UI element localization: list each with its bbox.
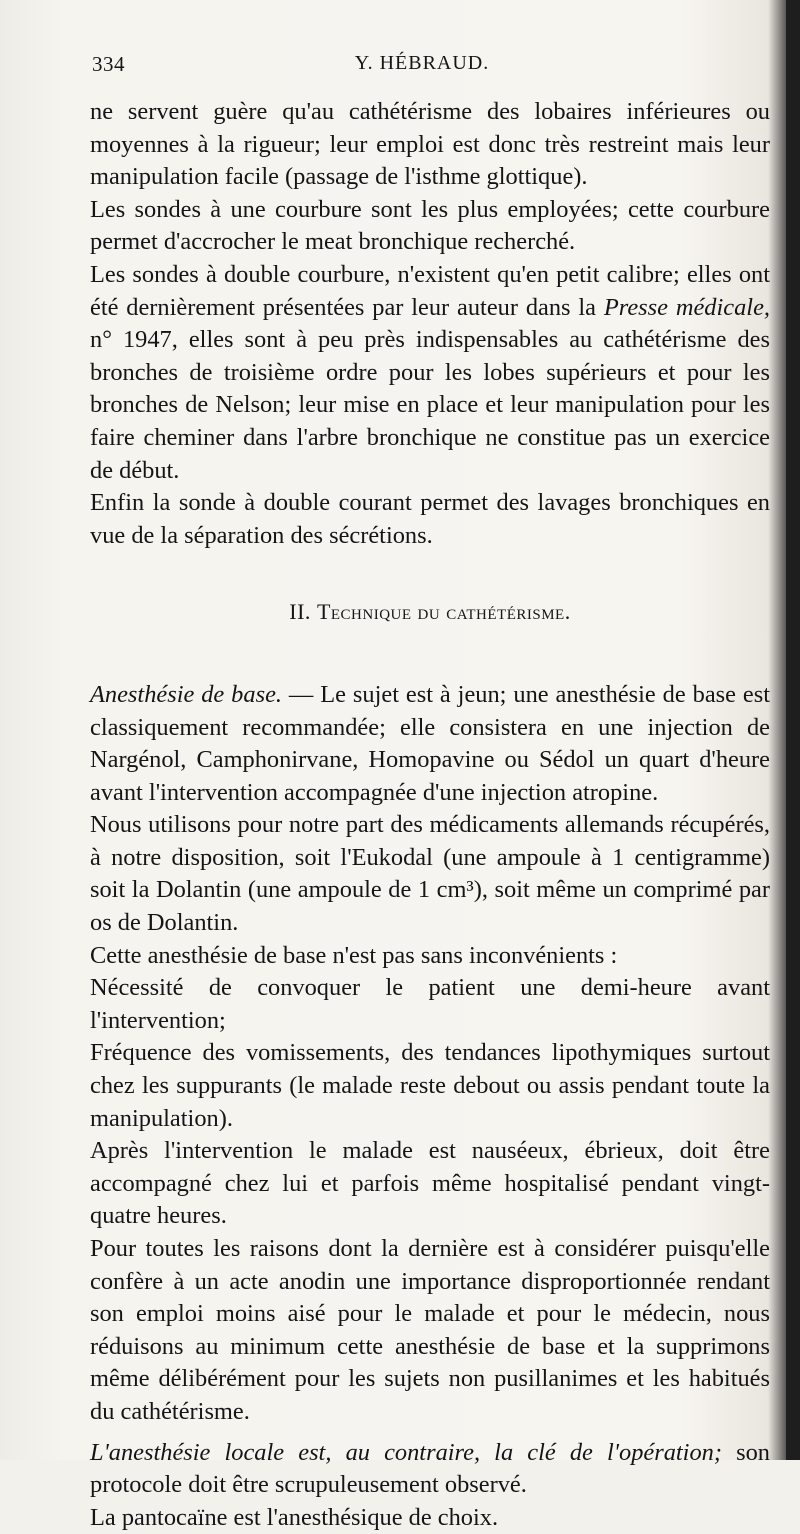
paragraph-drugs: Nous utilisons pour notre part des médicaments allemands récupérés, à notre disposition, soit l'Eukodal (une ampoule à 1 centigramme) soit la Dolantin (une ampoule de 1 cm³), soit même un comprimé par os de Dolantin. bbox=[90, 811, 770, 937]
paragraph-pantocaine: La pantocaïne est l'anesthésique de choix. bbox=[90, 1503, 499, 1531]
running-head: Y. HÉBRAUD. bbox=[354, 52, 490, 74]
paragraph-single-curve bbox=[90, 194, 770, 259]
paragraph-reasons: Pour toutes les raisons dont la dernière est à considérer puisqu'elle confère à un acte anodin une importance disproportionnée rendant son emploi moins aisé pour le malade et pour le médecin, nous réduisons au minimum cette anesthésie de base et la supprimons même délibérément pour les sujets non pusillanimes et les habitués du cathétérisme. bbox=[90, 1235, 770, 1425]
paragraph-base-anesthesia bbox=[90, 679, 770, 809]
section-title: Technique du cathétérisme. bbox=[316, 599, 571, 625]
page-header bbox=[92, 52, 752, 82]
paragraph-continuation: ne servent guère qu'au cathétérisme des lobaires inférieures ou moyennes à la rigueur; leur emploi est donc très restreint mais leur manipulation facile (passage de l'isthme glottique). bbox=[90, 98, 770, 191]
paragraph-local-anesthesia bbox=[90, 1437, 770, 1502]
journal-title: Presse médicale, bbox=[603, 293, 770, 321]
list-item: Nécessité de convoquer le patient une demi-heure avant l'intervention; bbox=[90, 974, 770, 1034]
inconvenients-list bbox=[90, 972, 770, 1135]
local-anesthesia-text: son protocole doit être scrupuleusement observé. bbox=[90, 1438, 770, 1499]
spacer bbox=[90, 1429, 770, 1437]
paragraph-single-curve-text: Les sondes à une courbure sont les plus employées; cette courbure permet d'accrocher le meat bronchique recherché. bbox=[90, 195, 770, 256]
section-heading bbox=[90, 596, 770, 629]
list-item: Fréquence des vomissements, des tendances lipothymiques surtout chez les suppurants (le malade reste debout ou assis pendant toute la manipulation). bbox=[90, 1039, 770, 1132]
page-number: 334 bbox=[92, 52, 125, 76]
page-body bbox=[90, 96, 770, 1534]
paragraph-inconvenients: Cette anesthésie de base n'est pas sans inconvénients : bbox=[90, 941, 618, 969]
book-spine-shadow bbox=[786, 0, 800, 1460]
paragraph-double-current: Enfin la sonde à double courant permet des lavages bronchiques en vue de la séparation des sécrétions. bbox=[90, 489, 770, 549]
section-numeral: II. bbox=[289, 599, 311, 625]
base-anesthesia-lead: Anesthésie de base. bbox=[90, 680, 282, 708]
paragraph-after-intervention: Après l'intervention le malade est nauséeux, ébrieux, doit être accompagné chez lui et parfois même hospitalisé pendant vingt-quatre heures. bbox=[90, 1137, 770, 1230]
local-anesthesia-lead: L'anesthésie locale est, au contraire, la clé de l'opération; bbox=[90, 1438, 722, 1466]
base-anesthesia-text: — Le sujet est à jeun; une anesthésie de base est classiquement recommandée; elle consistera en une injection de Nargénol, Camphonirvane, Homopavine ou Sédol un quart d'heure avant l'intervention accompagnée d'une injection atropine. bbox=[90, 680, 770, 806]
paragraph-double-curve-text-b: n° 1947, elles sont à peu près indispensables au cathétérisme des bronches de troisième ordre pour les lobes supérieurs et pour les bronches de Nelson; leur mise en place et leur manipulation pour les faire cheminer dans l'arbre bronchique ne constitue pas un exercice de début. bbox=[90, 326, 770, 484]
paragraph-double-curve bbox=[90, 259, 770, 487]
paragraph-double-curve-text-a: Les sondes à double courbure, n'existent qu'en petit calibre; elles ont été dernièrement présentées par leur auteur dans la bbox=[90, 260, 770, 321]
